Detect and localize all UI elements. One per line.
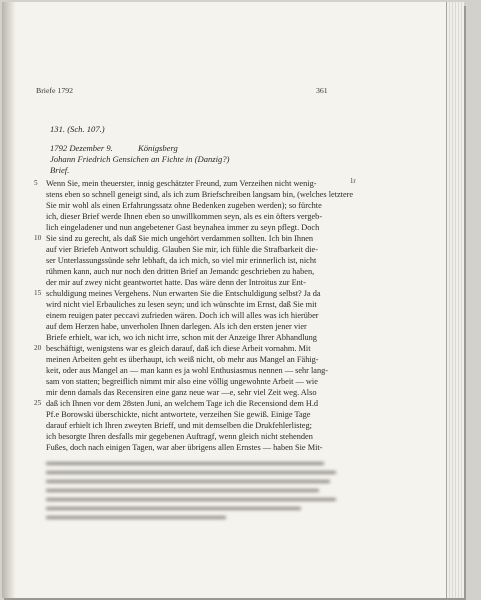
- line-text: der mir auf zwey nicht geantwortet hatte. Das wäre denn der Introitus zur Ent-: [46, 278, 306, 287]
- line-text: ser Unterlassungssünde sehr lebhaft, da ich mich, so viel mir erinnerlich ist, nicht: [46, 256, 317, 265]
- line-text: schuldigung meines Vergehens. Nun erwarten Sie die Entschuldigung selbst? Ja da: [46, 289, 321, 298]
- line-text: stens eben so schnell geneigt sind, als ich zum Briefschreiben langsam bin, (welches letztere: [46, 190, 354, 199]
- line-text: einem reuigen pater peccavi zufrieden wären. Doch ich will alles was ich hierüber: [46, 311, 319, 320]
- text-line: [34, 343, 334, 354]
- text-line: [46, 332, 334, 343]
- book-spine: [2, 2, 16, 598]
- line-text: daß ich Ihnen vor dem 28sten Juni, an welchem Tage ich die Recensiond dem H.d: [46, 399, 319, 408]
- margin-note: 1r: [350, 178, 356, 185]
- line-text: keit, oder aus Mangel an — man kann es ja wohl Enthusiasmus nennen — sehr lang-: [46, 366, 329, 375]
- line-text: Sie sind zu gerecht, als daß Sie mich ungehört verdammen sollten. Ich bin Ihnen: [46, 234, 314, 243]
- book-page: [2, 2, 464, 598]
- text-line: [46, 420, 334, 431]
- text-line: [46, 189, 354, 200]
- text-line: [46, 211, 334, 222]
- text-line: [46, 376, 334, 387]
- text-line: [46, 365, 334, 376]
- text-line: [46, 387, 334, 398]
- line-text: lich eingeladener und nun angebetener Gast beynahea immer zu seyn pflegt. Doch: [46, 223, 320, 232]
- text-line: [46, 222, 334, 233]
- line-text: ich, dieser Brief werde Ihnen eben so unwillkommen seyn, als es ein öfters vergeb-: [46, 212, 323, 221]
- text-line: [46, 200, 334, 211]
- text-line: [46, 409, 334, 420]
- line-text: auf vier Briefeb Antwort schuldig. Glauben Sie mir, ich fühle die Strafbarkeit die-: [46, 245, 319, 254]
- text-line: [46, 244, 334, 255]
- text-line: [46, 255, 334, 266]
- text-line: [46, 431, 334, 442]
- line-number: 15: [34, 289, 42, 297]
- letter-sender-recipient: Johann Friedrich Gensichen an Fichte in (Danzig?): [50, 154, 230, 164]
- text-line: [46, 310, 334, 321]
- line-text: darauf erhielt ich Ihren zweyten Brieff, und mit demselben die Drukfehlerlisteg;: [46, 421, 312, 430]
- letter-header: [50, 124, 229, 176]
- line-text: rühmen kann, auch nur noch den dritten Brief an Jemandc geschrieben zu haben,: [46, 267, 315, 276]
- text-line: [34, 233, 334, 244]
- page-edges: [446, 2, 464, 598]
- line-text: wird nicht viel Erbauliches zu lesen seyn; und ich wünschte im Ernst, daß Sie mit: [46, 300, 317, 309]
- line-text: Wenn Sie, mein theuerster, innig geschätzter Freund, zum Verzeihen nicht wenig-: [46, 179, 317, 188]
- text-line: [34, 398, 334, 409]
- letter-place: Königsberg: [138, 143, 178, 153]
- letter-date: 1792 Dezember 9.: [50, 143, 113, 153]
- line-number: 5: [34, 179, 38, 187]
- text-line: [34, 178, 334, 189]
- line-text: sam von statten; begreiflich nimmt mir also eine völlig ungewohnte Arbeit — wie: [46, 377, 318, 386]
- line-number: 25: [34, 399, 42, 407]
- text-line: [46, 354, 334, 365]
- text-line: [46, 299, 334, 310]
- text-line: [46, 442, 334, 453]
- line-text: mir denn damals das Recensiren eine ganz neue war —e, sehr viel Zeit weg. Also: [46, 388, 317, 397]
- running-head: Briefe 1792: [36, 86, 74, 95]
- letter-type: Brief.: [50, 165, 70, 175]
- line-text: meinen Arbeiten geht es überhaupt, ich weiß nicht, ob mehr aus Mangel an Fähig-: [46, 355, 319, 364]
- line-text: Pf.e Borowski überschickte, nicht antwortete, verzeihen Sie gewiß. Einige Tage: [46, 410, 311, 419]
- text-line: [46, 277, 334, 288]
- line-number: 20: [34, 344, 42, 352]
- line-text: Sie mir wohl als einen Erfahrungssatz ohne Bedenken zugeben werden); so fürchte: [46, 201, 322, 210]
- line-text: auf dem Herzen habe, unverholen Ihnen darlegen. Als ich den ersten jener vier: [46, 322, 307, 331]
- text-line: [46, 321, 334, 332]
- line-text: ich besorgte Ihren desfalls mir gegebenen Auftragf, wenn gleich nicht stehenden: [46, 432, 313, 441]
- line-text: Briefe erhielt, war ich, wo ich nicht irre, schon mit der Anzeige Ihrer Abhandlung: [46, 333, 317, 342]
- line-text: beschäftigt, wenigstens war es gleich darauf, daß ich diese Arbeit vornahm. Mit: [46, 344, 311, 353]
- line-number: 10: [34, 234, 42, 242]
- line-text: Fußes, doch nach einigen Tagen, war aber übrigens allen Ernstes — haben Sie Mit-: [46, 443, 323, 452]
- page-number: 361: [316, 86, 328, 95]
- letter-number: 131. (Sch. 107.): [50, 124, 105, 134]
- text-line: [34, 288, 334, 299]
- text-line: [46, 266, 334, 277]
- footnote-apparatus: [46, 462, 336, 525]
